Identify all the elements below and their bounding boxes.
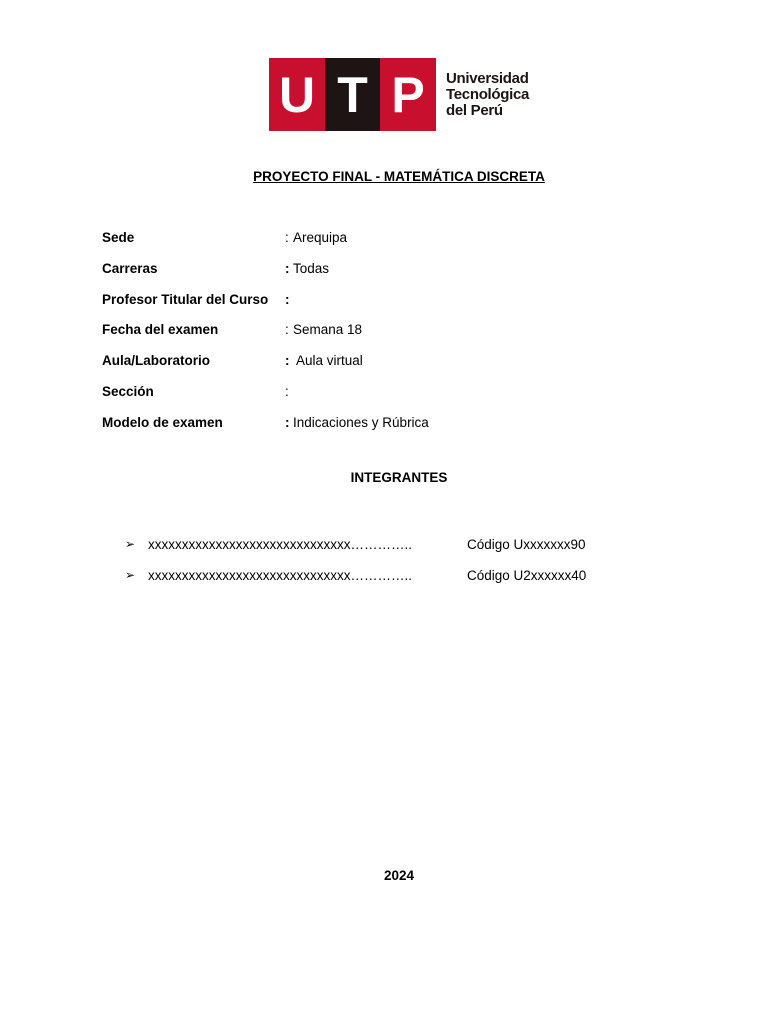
field-value: Semana 18 [293, 322, 363, 338]
logo-letter-p: P [391, 66, 425, 123]
field-value: Todas [293, 260, 330, 276]
document-title: PROYECTO FINAL - MATEMÁTICA DISCRETA [253, 169, 545, 184]
field-label: Carreras [102, 260, 158, 276]
member-name: xxxxxxxxxxxxxxxxxxxxxxxxxxxxxx………….. [148, 537, 413, 552]
member-code: Código Uxxxxxxx90 [467, 537, 586, 552]
member-name: xxxxxxxxxxxxxxxxxxxxxxxxxxxxxx………….. [148, 568, 413, 583]
logo-line-1: Universidad [446, 69, 529, 87]
field-colon: : [285, 353, 290, 369]
field-colon: : [285, 291, 290, 307]
member-code: Código U2xxxxxx40 [467, 568, 587, 583]
field-value: Indicaciones y Rúbrica [293, 414, 429, 430]
field-label: Modelo de examen [102, 414, 223, 430]
field-value: Arequipa [293, 230, 348, 245]
logo-line-2: Tecnológica [446, 85, 530, 103]
field-colon: : [285, 230, 289, 245]
field-value: Aula virtual [293, 353, 363, 369]
field-label: Profesor Titular del Curso [102, 291, 269, 307]
field-colon: : [285, 383, 289, 399]
utp-logo-mark [269, 58, 436, 131]
utp-logo [269, 58, 529, 131]
document-year: 2024 [383, 868, 415, 883]
logo-line-3: del Perú [446, 101, 503, 119]
field-label: Aula/Laboratorio [102, 353, 211, 369]
integrantes-heading: INTEGRANTES [350, 470, 448, 485]
field-colon: : [285, 260, 290, 276]
logo-wordmark [446, 71, 529, 119]
logo-letter-t: T [325, 58, 380, 131]
field-label: Sede [102, 230, 135, 245]
arrow-bullet-icon: ➢ [125, 568, 136, 582]
field-label: Sección [102, 383, 154, 399]
logo-letter-u: U [278, 66, 316, 123]
field-label: Fecha del examen [102, 322, 219, 338]
field-colon: : [285, 322, 289, 338]
field-colon: : [285, 414, 290, 430]
arrow-bullet-icon: ➢ [125, 537, 136, 551]
